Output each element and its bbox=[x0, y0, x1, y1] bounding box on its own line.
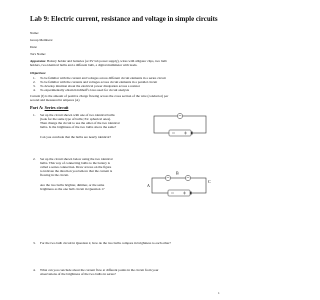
objectives-heading: Objectives: bbox=[30, 71, 47, 75]
current-definition-line-1: Current (I) is the amount of positive charge flowing across the cross section of the wire (conductor) per bbox=[30, 94, 169, 98]
bulb-icon bbox=[177, 113, 182, 118]
name-field-label: Name: bbox=[30, 31, 39, 35]
objective-3-text: To develop intuition about the electrical power dissipation across a resistor bbox=[40, 84, 141, 88]
question-4-number: 4. bbox=[33, 268, 36, 272]
bulb-b-icon bbox=[185, 175, 190, 180]
question-2-line-5: flowing in the circuit. bbox=[40, 173, 69, 177]
objective-1-text: To be familiar with the current and voltages across different circuit elements in a series circuit bbox=[40, 76, 166, 80]
point-a-label: A bbox=[147, 183, 150, 188]
apparatus-line-2: holders, two identical bulbs and a different bulb, a digital multimeter with leads. bbox=[30, 63, 138, 67]
question-2-number: 2. bbox=[33, 157, 36, 161]
objective-4-text: To experimentally obtain Kirchhoff's laws used for circuit analysis bbox=[40, 88, 130, 92]
series-circuit-diagram bbox=[146, 170, 216, 202]
current-definition-line-2: second and measured in amperes (A) bbox=[30, 98, 80, 102]
objective-3-number: 3. bbox=[33, 84, 36, 88]
objective-2-number: 2. bbox=[33, 80, 36, 84]
part-a-title: Series circuit bbox=[44, 105, 69, 110]
question-2-line-4: to indicate the direction you believe that the current is bbox=[40, 169, 113, 173]
question-1-line-4: bulbs. Is the brightness of the two bulbs above the same? bbox=[40, 125, 117, 129]
question-1-line-2: (look for the same type of bulbs; Ex: spherical ones). bbox=[40, 117, 111, 121]
apparatus-text-1: : Battery holder and batteries (or 6V lab power supply), wires with alligator clips, two bulb bbox=[45, 59, 167, 63]
objective-2-text: To be familiar with the currents and voltages across circuit elements in a parallel circuit bbox=[40, 80, 158, 84]
question-2-line-2: bulbs. This way of connecting bulbs to the battery is bbox=[40, 161, 110, 165]
page-number: 1 bbox=[218, 291, 220, 295]
bulb-a-icon bbox=[165, 175, 170, 180]
document-title: Lab 9: Electric current, resistance and voltage in simple circuits bbox=[30, 16, 218, 23]
question-2-line-3: called a series connection. Draw arrows on the figure bbox=[40, 165, 112, 169]
point-c-label: C bbox=[208, 179, 211, 184]
question-3-number: 3. bbox=[33, 241, 36, 245]
question-4-line-1: What can you conclude about the current flow at different points in the circuit from your bbox=[40, 268, 159, 272]
battery-icon bbox=[168, 190, 192, 196]
question-2-followup-1: Are the two bulbs brighter, dimmer, or the same bbox=[40, 183, 105, 187]
apparatus-label: Apparatus bbox=[30, 59, 46, 63]
question-1-line-1: Set up the circuit shown with one of two identical bulbs bbox=[40, 113, 115, 117]
group-members-field-label: Group Members: bbox=[30, 38, 53, 42]
question-3-text: For the two bulb circuit in Question 2, how do the two bulbs compare in brightness to each other? bbox=[40, 241, 171, 245]
date-field-label: Date: bbox=[30, 45, 38, 49]
objective-4-number: 4. bbox=[33, 88, 36, 92]
single-bulb-circuit-diagram bbox=[150, 113, 210, 141]
battery-icon bbox=[169, 130, 193, 136]
question-1-followup: Can you conclude that the bulbs are nearly identical? bbox=[40, 135, 111, 139]
question-1-number: 1. bbox=[33, 113, 36, 117]
question-1-line-3: Then change the circuit to use the other of the two identical bbox=[40, 121, 120, 125]
part-a-heading bbox=[30, 106, 68, 110]
part-a-label: Part A: bbox=[30, 105, 44, 110]
question-2-followup-2: brightness as the one bulb circuit in Question 1? bbox=[40, 187, 105, 191]
question-2-line-1: Set up the circuit shown below using the two identical bbox=[40, 157, 113, 161]
question-4-line-2: observations of the brightness of the two bulbs in series? bbox=[40, 272, 116, 276]
objective-1-number: 1. bbox=[33, 76, 36, 80]
point-b-label: B bbox=[176, 170, 179, 176]
ta-name-field-label: TA's Name: bbox=[30, 52, 46, 56]
